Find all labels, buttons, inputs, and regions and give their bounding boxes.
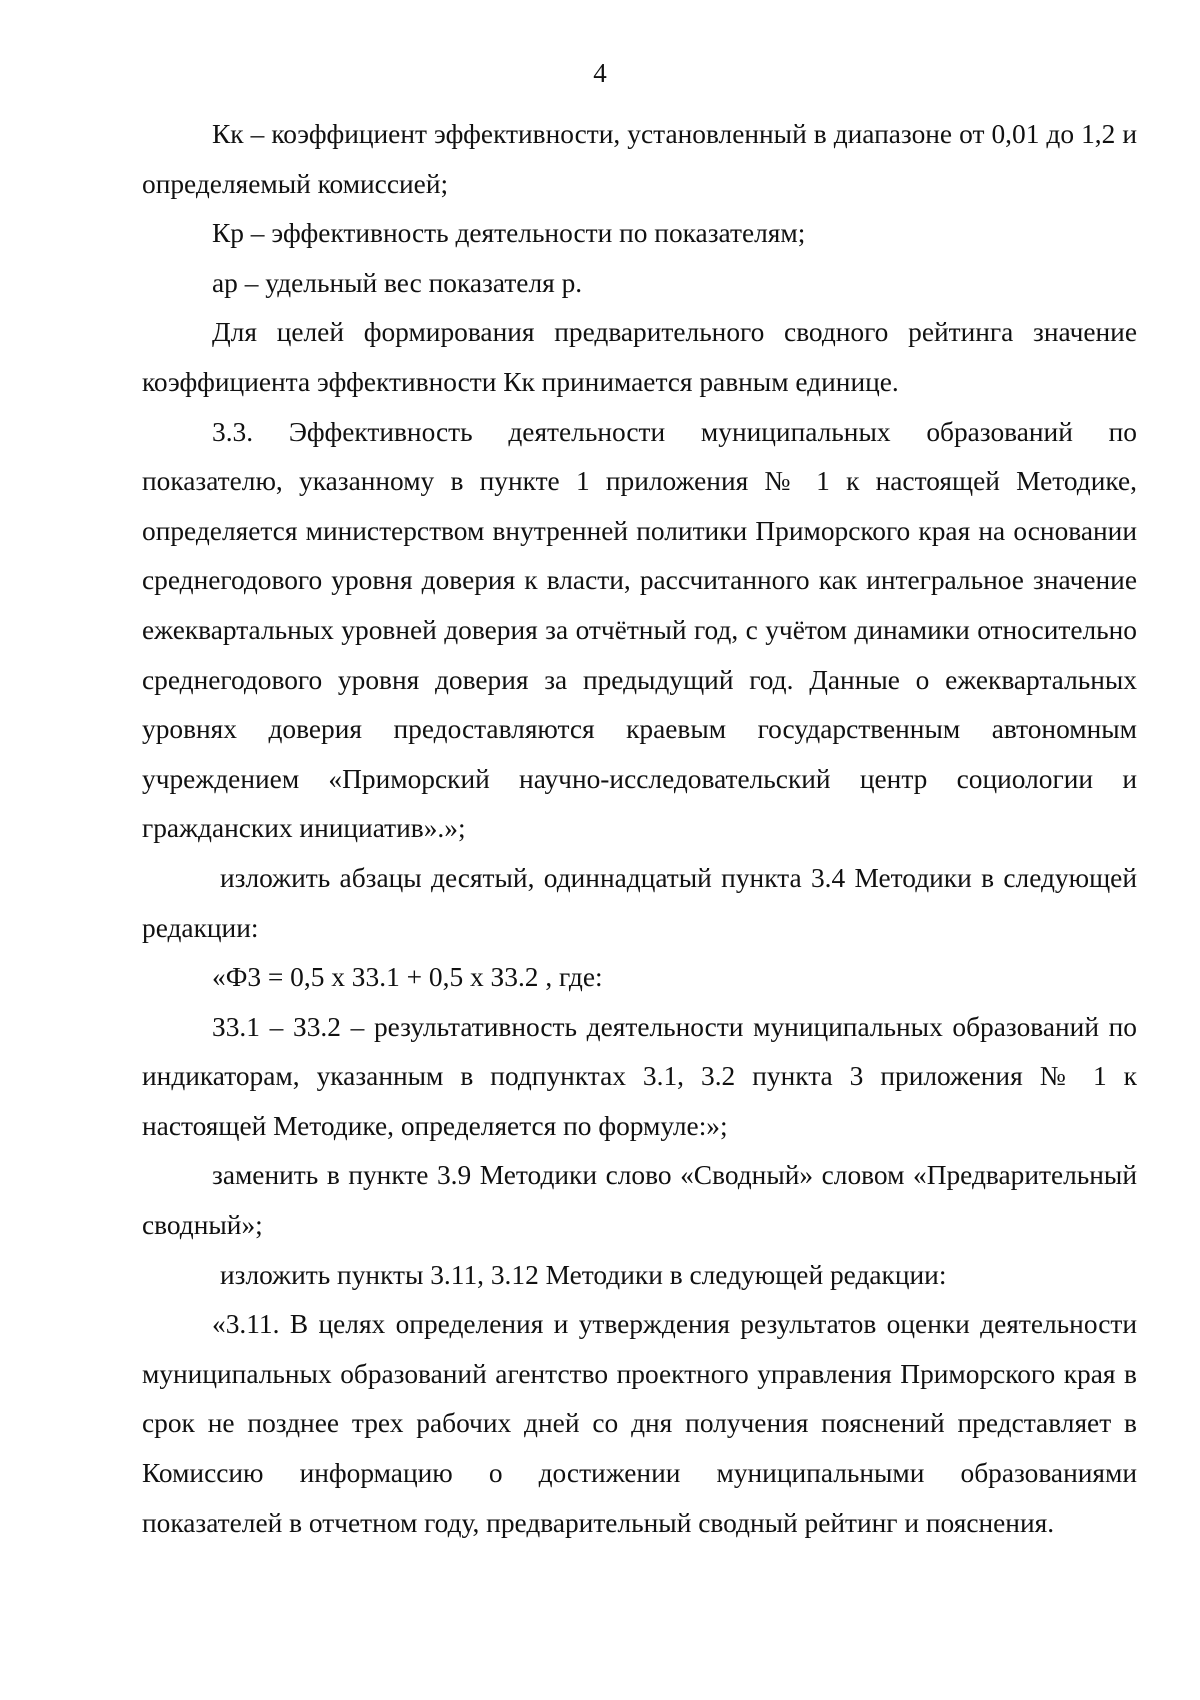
paragraph-formula-f3: «Ф3 = 0,5 х З3.1 + 0,5 х З3.2 , где: (212, 962, 603, 993)
paragraph-ap-definition: ap – удельный вес показателя p. (212, 267, 583, 298)
page-number: 4 (593, 58, 607, 88)
paragraph-kp-definition: Кp – эффективность деятельности по показателям; (212, 218, 806, 249)
paragraph-amend-3-11-3-12: изложить пункты 3.11, 3.12 Методики в следующей редакции: (220, 1259, 947, 1290)
paragraph-3-3: 3.3. Эффективность деятельности муниципальных образований по показателю, указанному в пункте 1 приложения № 1 к настоящей Методике, определяется министерством внутренней политики Приморского края на основании среднегодового уровня доверия к власти, рассчитанного как интегральное значение ежеквартальных уровней доверия за отчётный год, с учётом динамики относительно среднегодового уровня доверия за предыдущий год. Данные о ежеквартальных уровнях доверия предоставляются краевым государственным автономным учреждением «Приморский научно-исследовательский центр социологии и гражданских инициатив».»; (142, 416, 1137, 844)
paragraph-amend-3-4: изложить абзацы десятый, одиннадцатый пункта 3.4 Методики в следующей редакции: (142, 862, 1137, 943)
paragraph-z3-definition: З3.1 – З3.2 – результативность деятельности муниципальных образований по индикаторам, указанным в подпунктах 3.1, 3.2 пункта 3 приложения № 1 к настоящей Методике, определяется по формуле:»; (142, 1011, 1137, 1141)
paragraph-replace-3-9: заменить в пункте 3.9 Методики слово «Сводный» словом «Предварительный сводный»; (142, 1160, 1137, 1241)
paragraph-kk-definition: Кк – коэффициент эффективности, установленный в диапазоне от 0,01 до 1,2 и определяемый комиссией; (142, 119, 1137, 199)
paragraph-preliminary-rating: Для целей формирования предварительного сводного рейтинга значение коэффициента эффективности Кк принимается равным единице. (142, 317, 1137, 397)
document-body (142, 110, 1137, 1548)
paragraph-3-11: «3.11. В целях определения и утверждения результатов оценки деятельности муниципальных образований агентство проектного управления Приморского края в срок не позднее трех рабочих дней со дня получения пояснений представляет в Комиссию информацию о достижении муниципальными образованиями показателей в отчетном году, предварительный сводный рейтинг и пояснения. (142, 1309, 1137, 1538)
